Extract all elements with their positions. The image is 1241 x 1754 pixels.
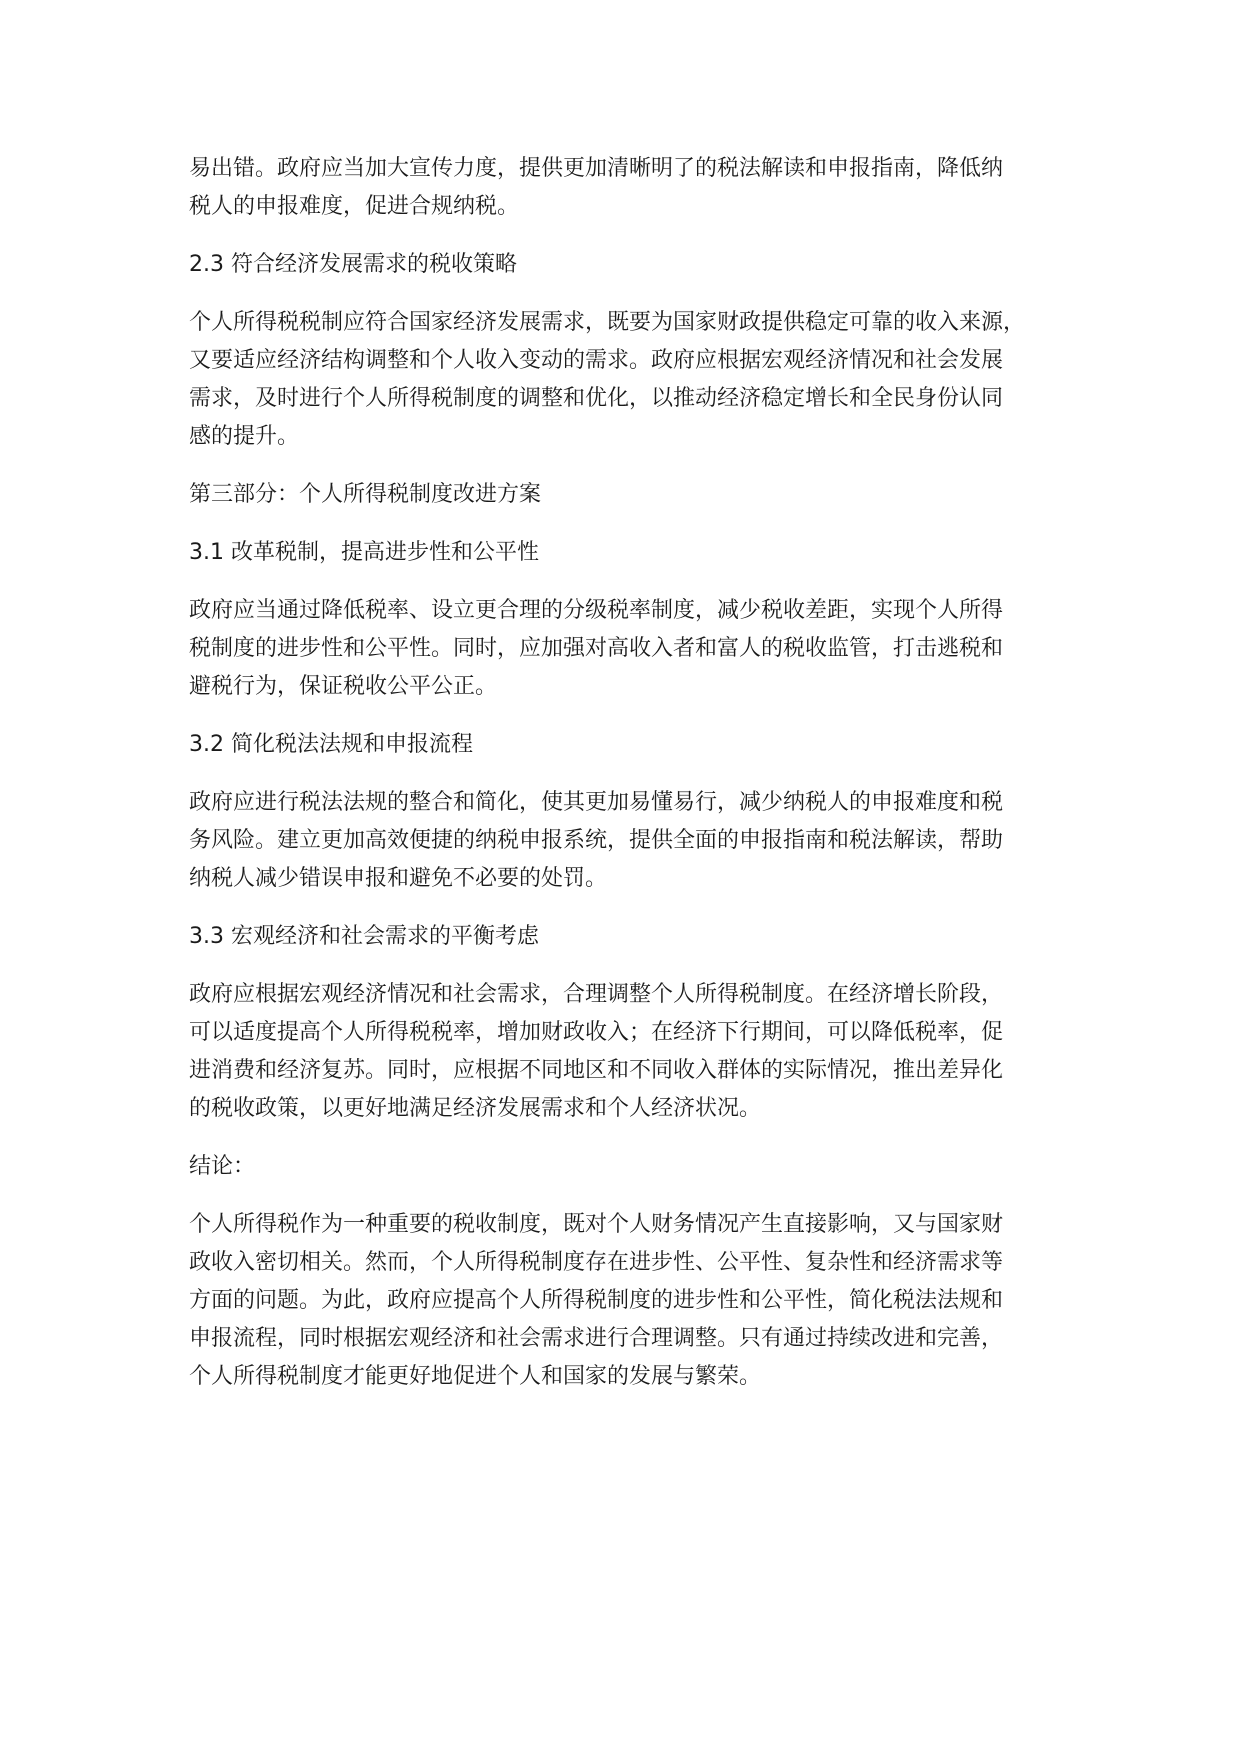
paragraph-conclusion xyxy=(189,1206,1051,1396)
text-line: 个人所得税作为一种重要的税收制度，既对个人财务情况产生直接影响，又与国家财 xyxy=(189,1212,1004,1237)
text-line: 政府应根据宏观经济情况和社会需求，合理调整个人所得税制度。在经济增长阶段， xyxy=(189,982,1004,1007)
text-line: 纳税人减少错误申报和避免不必要的处罚。 xyxy=(189,866,608,891)
text-line: 进消费和经济复苏。同时，应根据不同地区和不同收入群体的实际情况，推出差异化 xyxy=(189,1058,1004,1083)
text-line: 务风险。建立更加高效便捷的纳税申报系统，提供全面的申报指南和税法解读，帮助 xyxy=(189,828,1004,853)
text-line: 感的提升。 xyxy=(189,424,300,449)
text-line: 又要适应经济结构调整和个人收入变动的需求。政府应根据宏观经济情况和社会发展 xyxy=(189,348,1004,373)
section-heading-3-3: 3.3 宏观经济和社会需求的平衡考虑 xyxy=(189,924,539,949)
text-line: 易出错。政府应当加大宣传力度，提供更加清晰明了的税法解读和申报指南，降低纳 xyxy=(189,156,1004,181)
text-line: 方面的问题。为此，政府应提高个人所得税制度的进步性和公平性，简化税法法规和 xyxy=(189,1288,1004,1313)
text-line: 个人所得税税制应符合国家经济发展需求，既要为国家财政提供稳定可靠的收入来源， xyxy=(189,310,1026,335)
text-line: 政府应当通过降低税率、设立更合理的分级税率制度，减少税收差距，实现个人所得 xyxy=(189,598,1004,623)
text-line: 个人所得税制度才能更好地促进个人和国家的发展与繁荣。 xyxy=(189,1364,762,1389)
text-line: 避税行为，保证税收公平公正。 xyxy=(189,674,498,699)
paragraph-3-2 xyxy=(189,784,1051,898)
paragraph-3-1 xyxy=(189,592,1051,706)
text-line: 需求，及时进行个人所得税制度的调整和优化，以推动经济稳定增长和全民身份认同 xyxy=(189,386,1004,411)
text-line: 税制度的进步性和公平性。同时，应加强对高收入者和富人的税收监管，打击逃税和 xyxy=(189,636,1004,661)
text-line: 政府应进行税法法规的整合和简化，使其更加易懂易行，减少纳税人的申报难度和税 xyxy=(189,790,1004,815)
section-heading-3-1: 3.1 改革税制，提高进步性和公平性 xyxy=(189,540,539,565)
section-heading-2-3: 2.3 符合经济发展需求的税收策略 xyxy=(189,252,517,277)
conclusion-heading: 结论： xyxy=(189,1154,256,1179)
paragraph-2-3 xyxy=(189,304,1051,456)
paragraph-intro xyxy=(189,150,1051,226)
text-line: 申报流程，同时根据宏观经济和社会需求进行合理调整。只有通过持续改进和完善， xyxy=(189,1326,1004,1351)
document-page xyxy=(189,150,1051,1416)
part-heading-3: 第三部分：个人所得税制度改进方案 xyxy=(189,482,542,507)
text-line: 的税收政策，以更好地满足经济发展需求和个人经济状况。 xyxy=(189,1096,762,1121)
text-line: 税人的申报难度，促进合规纳税。 xyxy=(189,194,520,219)
section-heading-3-2: 3.2 简化税法法规和申报流程 xyxy=(189,732,473,757)
text-line: 可以适度提高个人所得税税率，增加财政收入；在经济下行期间，可以降低税率，促 xyxy=(189,1020,1004,1045)
text-line: 政收入密切相关。然而，个人所得税制度存在进步性、公平性、复杂性和经济需求等 xyxy=(189,1250,1004,1275)
paragraph-3-3 xyxy=(189,976,1051,1128)
